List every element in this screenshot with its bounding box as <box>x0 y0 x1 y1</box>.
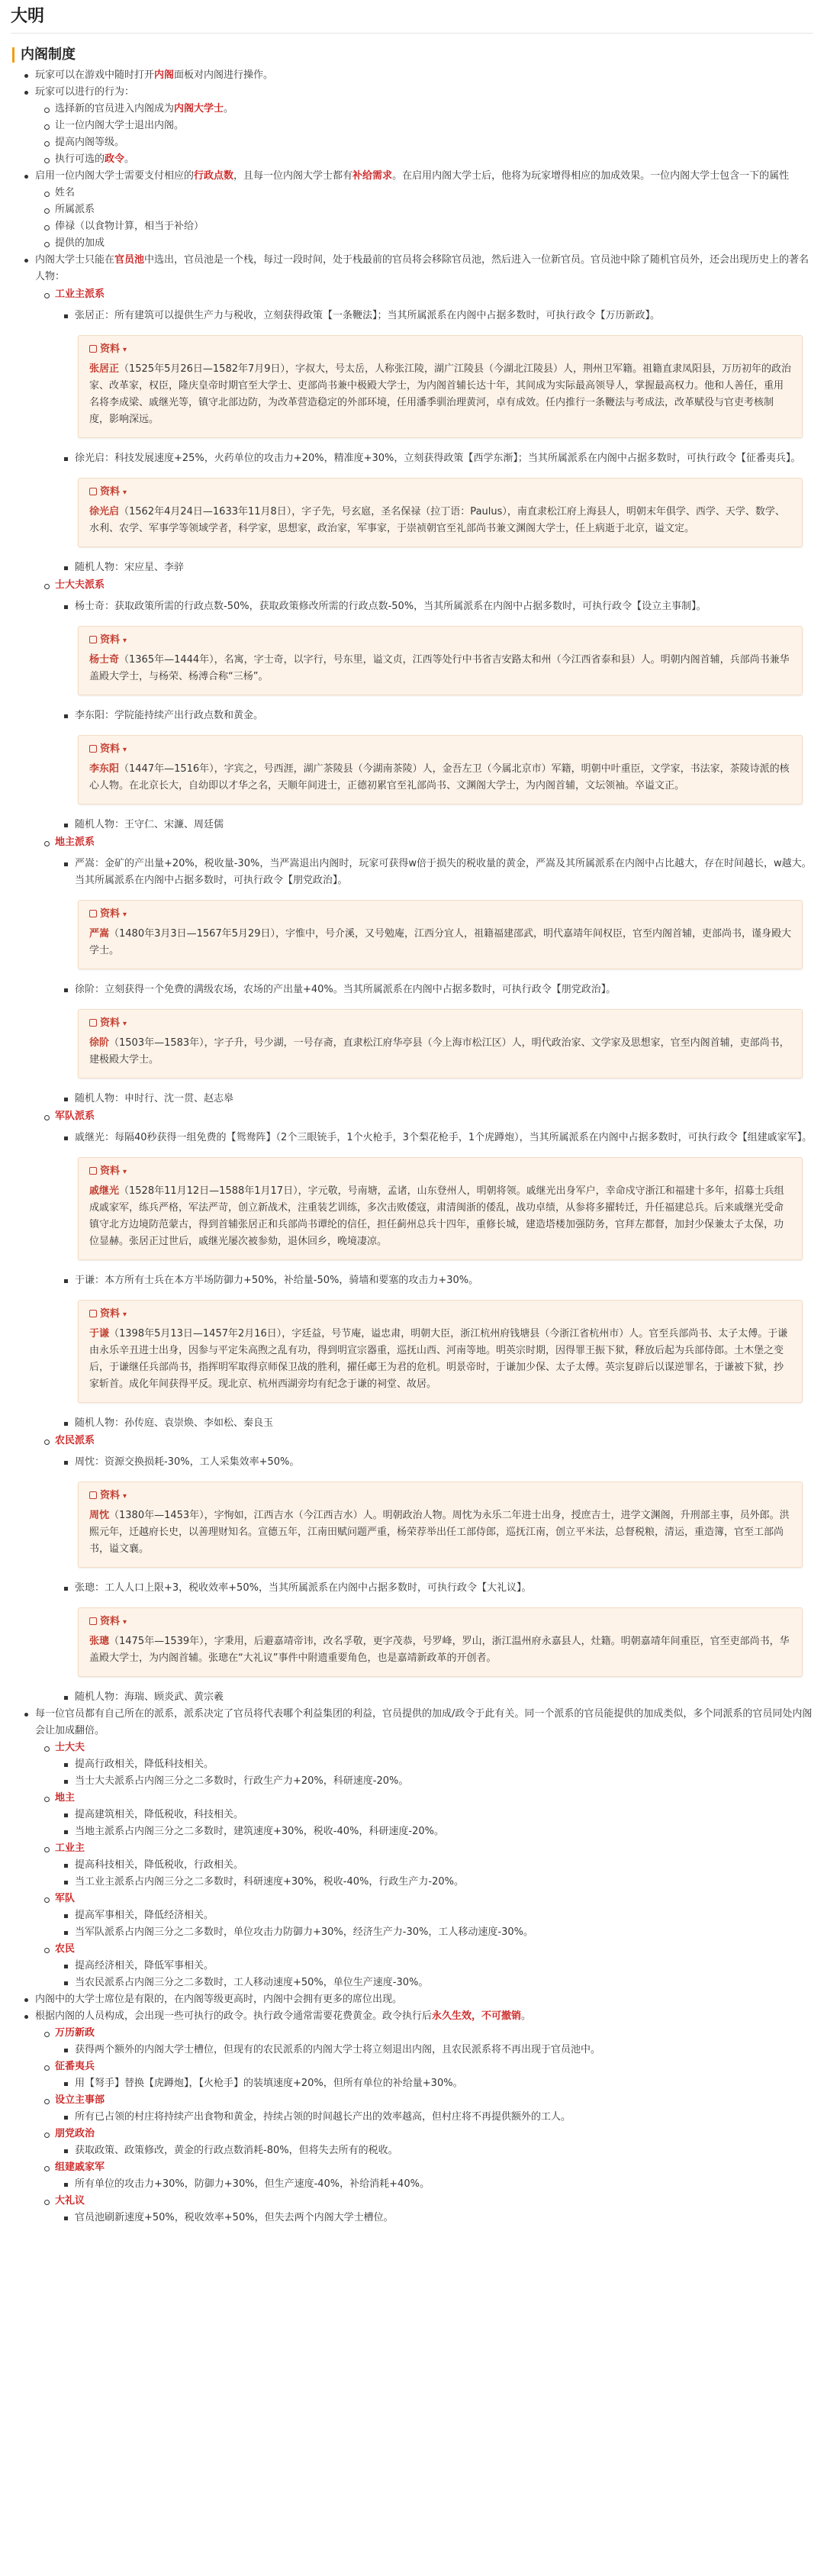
faction-item <box>35 1108 813 1432</box>
decree-name: 征番夷兵 <box>55 2061 95 2072</box>
faction-title: 地主派系 <box>55 837 95 848</box>
decree-name: 大礼议 <box>55 2195 85 2207</box>
info-box-text <box>89 926 793 959</box>
faction-effects-list <box>35 1739 813 1991</box>
person-item <box>55 708 813 804</box>
faction-effect-detail: 当农民派系占内阁三分之二多数时，工人移动速度+50%，单位生产速度-30%。 <box>55 1975 813 1991</box>
faction-effect-details <box>55 1857 813 1891</box>
faction-effect-name: 地主 <box>55 1792 76 1804</box>
person-desc: 徐阶：立刻获得一个免费的满级农场，农场的产出量+40%。当其所属派系在内阁中占据多数时，可执行政令【朋党政治】。 <box>75 984 616 995</box>
book-icon <box>89 1617 97 1625</box>
faction-item <box>35 286 813 576</box>
book-icon <box>89 1491 97 1499</box>
info-box-body: （1562年4月24日—1633年11月8日），字子先，号玄扈，圣名保禄（拉丁语：Paulus），南直隶松江府上海县人，明朝末年俱学、西学、天学、数学、水利、农学、军事学等领域学者，科学家，思想家，政治家，军事家，于崇祯朝官至礼部尚书兼文渊阁大学士，任上病逝于北京，谥文定。 <box>89 506 785 534</box>
random-persons: 随机人物：宋应星、李骍 <box>55 559 813 576</box>
info-box-title: 资料 <box>100 343 121 355</box>
person-item <box>55 856 813 969</box>
person-item <box>55 308 813 438</box>
person-desc: 李东阳：学院能持续产出行政点数和黄金。 <box>75 710 264 721</box>
list-item: 提供的加成 <box>35 235 813 252</box>
book-icon <box>89 345 97 353</box>
faction-effect-details <box>55 1907 813 1941</box>
info-box-text <box>89 1326 793 1393</box>
info-box-header[interactable] <box>89 633 793 649</box>
decree-item <box>35 2126 813 2159</box>
decree-name: 万历新政 <box>55 2027 95 2039</box>
main-list <box>11 67 813 2226</box>
info-box-text <box>89 1035 793 1069</box>
faction-effect-detail: 提高行政相关，降低科技相关。 <box>55 1756 813 1773</box>
faction-effect-detail: 当工业主派系占内阁三分之二多数时，科研速度+30%，税收-40%，行政生产力-20%。 <box>55 1874 813 1891</box>
info-box <box>78 335 803 438</box>
person-desc: 严嵩：金矿的产出量+20%，税收量-30%，当严嵩退出内阁时，玩家可获得w倍于损失的税收量的黄金，严嵩及其所属派系在内阁中占比越大，存在时间越长，w越大。当其所属派系在内阁中占据多数时，可执行政令【朋党政治】。 <box>75 858 812 886</box>
info-box <box>78 900 803 969</box>
decree-detail: 所有已占领的村庄将持续产出食物和黄金，持续占领的时间越长产出的效率越高，但村庄将不再提供额外的工人。 <box>55 2109 813 2126</box>
faction-members <box>55 1454 813 1706</box>
list-item: 俸禄（以食物计算，相当于补给） <box>35 218 813 235</box>
page-title: 大明 <box>11 0 813 34</box>
info-box-name: 张居正 <box>89 363 120 375</box>
info-box-name: 戚继光 <box>89 1185 120 1197</box>
list-item: 内阁大学士只能在官员池中选出，官员池是一个栈，每过一段时间，处于栈最前的官员将会移除官员池，然后进入一位新官员。官员池中除了随机官员外，还会出现历史上的著名人物： 工业主派系 张居正：所有建筑可以提供生产力与税收，立刻获得政策【一条鞭法】；当其所属派系在内阁中占据多数时，可执行政令【万历新政】。 资料 ▾ 张居正（1525年5月26日—1582年7月9日），字叔大，号太岳，人称张江陵，湖广江陵县（今湖北江陵县）人，荆州卫军籍。祖籍直隶凤阳县，万历初年的政治家、改革家，权臣，隆庆皇帝时期官至大学士、吏部尚书兼中极殿大学士，为内阁首辅长达十年，其间成为实际最高领导人，掌握最高权力。他和人善任，重用名将李成梁、戚继光等，镇守北部边防，为改革营造稳定的外部环境，任用潘季驯治理黄河，卓有成效。任内推行一条鞭法与考成法，改革赋役与官吏考核制度，影响深远。 徐光启：科技发展速度+25%，火药单位的攻击力+20%，精准度+30%，立刻获得政策【西学东渐】；当其所属派系在内阁中占据多数时，可执行政令【征番夷兵】。 资料 ▾ 徐光启（1562年4月24日—1633年11月8日），字子先，号玄扈，圣名保禄（拉丁语：Paulus），南直隶松江府上海县人，明朝末年俱学、西学、天学、数学、水利、农学、军事学等领域学者，科学家，思想家，政治家，军事家，于崇祯朝官至礼部尚书兼文渊阁大学士，任上病逝于北京，谥文定。 随机人物：宋应星、李骍 士大夫派系 杨士奇：获取政策所需的行政点数-50%，获取政策修改所需的行政点数-50%，当其所属派系在内阁中占据多数时，可执行政令【设立主事制】。 资料 ▾ 杨士奇（1365年—1444年），名寓，字士奇，以字行，号东里，谥文贞，江西等处行中书省吉安路太和州（今江西省泰和县）人。明朝内阁首辅，兵部尚书兼华盖殿大学士，与杨荣、杨溥合称“三杨”。 李东阳：学院能持续产出行政点数和黄金。 资料 ▾ 李东阳（1447年—1516年），字宾之，号西涯，湖广茶陵县（今湖南茶陵）人，金吾左卫（今属北京市）军籍，明朝中叶重臣，文学家，书法家，茶陵诗派的核心人物。在北京长大，自幼即以才华之名，天顺年间进士，正德初累官至礼部尚书、文渊阁大学士，为内阁首辅，文坛领袖。卒谥文正。 随机人物：王守仁、宋濂、周廷儒 地主派系 严嵩：金矿的产出量+20%，税收量-30%，当严嵩退出内阁时，玩家可获得w倍于损失的税收量的黄金，严嵩及其所属派系在内阁中占比越大，存在时间越长，w越大。当其所属派系在内阁中占据多数时，可执行政令【朋党政治】。 资料 ▾ 严嵩（1480年3月3日—1567年5月29日），字惟中，号介溪，又号勉庵，江西分宜人，祖籍福建邵武，明代嘉靖年间权臣，官至内阁首辅，吏部尚书，谨身殿大学士。 徐阶：立刻获得一个免费的满级农场，农场的产出量+40%。当其所属派系在内阁中占据多数时，可执行政令【朋党政治】。 资料 ▾ 徐阶（1503年—1583年），字子升，号少湖，一号存斋，直隶松江府华亭县（今上海市松江区）人，明代政治家、文学家及思想家，官至内阁首辅，吏部尚书，建极殿大学士。 随机人物：申时行、沈一贯、赵志皋 军队派系 戚继光：每隔40秒获得一组免费的【鸳鸯阵】（2个三眼铳手，1个火枪手，3个梨花枪手，1个虎蹲炮），当其所属派系在内阁中占据多数时，可执行政令【组建戚家军】。 资料 ▾ 戚继光（1528年11月12日—1588年1月17日），字元敬，号南塘，孟诸，山东登州人，明朝将领。戚继光出身军户，幸命戍守浙江和福建十多年，招募士兵组成戚家军，练兵严格，军法严苛，创立新战术，注重装艺训练，多次击败倭寇，肃清闽浙的倭乱，战功卓绩，从参将多擢转迁，升任福建总兵。后来戚继光受命镇守北方边境防范蒙古，得到首辅张居正和兵部尚书谭纶的信任，担任蓟州总兵十四年，重修长城，建造塔楼加强防务，官拜左都督，加封少保兼太子太保，功位显赫。张居正过世后，戚继光屡次被参劾，退休回乡，晚境凄凉。 于谦：本方所有士兵在本方半场防御力+50%，补给量-50%，骑墙和要塞的攻击力+30%。 资料 ▾ 于谦（1398年5月13日—1457年2月16日），字廷益，号节庵，谥忠肃，明朝大臣，浙江杭州府钱塘县（今浙江省杭州市）人。官至兵部尚书、太子太傅。于谦由永乐辛丑进士出身，因参与平定朱高煦之乱有功，得到明宣宗器重，巡抚山西、河南等地。明英宗时期，因得罪王振下狱，释放后起为兵部侍郎。土木堡之变后，于谦继任兵部尚书，指挥明军取得京师保卫战的胜利，擢任郕王为君的危机。明景帝时，于谦加少保、太子太傅。英宗复辟后以谋逆罪名，于谦被下狱，抄家斩首。成化年间获得平反。现北京、杭州西湖旁均有纪念于谦的祠堂、故居。 随机人物：孙传庭、袁崇焕、李如松、秦良玉 农民派系 周忱：资源交换损耗-30%，工人采集效率+50%。 资料 ▾ 周忱（1380年—1453年），字恂如，江西吉水（今江西吉水）人。明朝政治人物。周忱为永乐二年进士出身，授庶吉士，进学文渊阁，升刑部主事，员外郎。洪熙元年，迁越府长史，以善理财知名。宣德五年，江南田赋问题严重，杨荣荐举出任工部侍郎，巡抚江南，创立平米法，总督税粮，清运，重造簿，官至工部尚书，谥文襄。 张璁：工人人口上限+3，税收效率+50%，当其所属派系在内阁中占据多数时，可执行政令【大礼议】。 资料 ▾ 张璁（1475年—1539年），字秉用，后避嘉靖帝讳，改名孚敬，更字茂恭，号罗峰，罗山，浙江温州府永嘉县人，灶籍。明朝嘉靖年间重臣，官至吏部尚书，华盖殿大学士，为内阁首辅。张璁在“大礼议”事件中附遗重要角色，也是嘉靖新政革的开创者。 随机人物：海瑞、顾炎武、黄宗羲 <box>11 252 813 1706</box>
info-box-title: 资料 <box>100 1490 121 1501</box>
book-icon <box>89 488 97 495</box>
faction-effect-detail: 提高建筑相关，降低税收，科技相关。 <box>55 1807 813 1823</box>
info-box-header[interactable] <box>89 1307 793 1323</box>
list-item: 提高内阁等级。 <box>35 134 813 151</box>
info-box <box>78 626 803 695</box>
info-box <box>78 735 803 804</box>
info-box-text <box>89 652 793 685</box>
list-item: 启用一位内阁大学士需要支付相应的行政点数，且每一位内阁大学士都有补给需求。在启用内阁大学士后，他将为玩家增得相应的加成效果。一位内阁大学士包含一下的属性 姓名 所属派系 俸禄（以食物计算，相当于补给） 提供的加成 <box>11 168 813 252</box>
book-icon <box>89 910 97 917</box>
faction-effect-item <box>35 1891 813 1941</box>
list-item: 玩家可以进行的行为： 选择新的官员进入内阁成为内阁大学士。 让一位内阁大学士退出内阁。 提高内阁等级。 执行可选的政令。 <box>11 84 813 168</box>
book-icon <box>89 636 97 643</box>
faction-effect-detail: 提高科技相关，降低税收，行政相关。 <box>55 1857 813 1874</box>
info-box-body: （1380年—1453年），字恂如，江西吉水（今江西吉水）人。明朝政治人物。周忱为永乐二年进士出身，授庶吉士，进学文渊阁，升刑部主事，员外郎。洪熙元年，迁越府长史，以善理财知名。宣德五年，江南田赋问题严重，杨荣荐举出任工部侍郎，巡抚江南，创立平米法，总督税粮，清运，重造簿，官至工部尚书，谥文襄。 <box>89 1510 790 1555</box>
person-item <box>55 450 813 547</box>
decree-item <box>35 2159 813 2193</box>
info-box <box>78 1481 803 1568</box>
decree-details <box>55 2109 813 2126</box>
chevron-down-icon: ▾ <box>123 746 127 754</box>
faction-title: 士大夫派系 <box>55 579 105 591</box>
chevron-down-icon: ▾ <box>123 488 127 497</box>
info-box-title: 资料 <box>100 1017 121 1029</box>
random-persons: 随机人物：孙传庭、袁崇焕、李如松、秦良玉 <box>55 1415 813 1432</box>
faction-effect-item <box>35 1840 813 1891</box>
info-box-body: （1447年—1516年），字宾之，号西涯，湖广茶陵县（今湖南茶陵）人，金吾左卫（今属北京市）军籍，明朝中叶重臣，文学家，书法家，茶陵诗派的核心人物。在北京长大，自幼即以才华之名，天顺年间进士，正德初累官至礼部尚书、文渊阁大学士，为内阁首辅，文坛领袖。卒谥文正。 <box>89 763 790 791</box>
info-box-text <box>89 504 793 537</box>
faction-title: 工业主派系 <box>55 289 105 300</box>
info-box-text <box>89 361 793 428</box>
faction-effect-detail: 提高军事相关，降低经济相关。 <box>55 1907 813 1924</box>
decree-detail: 官员池刷新速度+50%，税收效率+50%，但失去两个内阁大学士槽位。 <box>55 2210 813 2226</box>
info-box-name: 于谦 <box>89 1328 110 1340</box>
info-box-name: 徐阶 <box>89 1037 110 1049</box>
info-box-text <box>89 761 793 795</box>
info-box-body: （1480年3月3日—1567年5月29日），字惟中，号介溪，又号勉庵，江西分宜人，祖籍福建邵武，明代嘉靖年间权臣，官至内阁首辅，吏部尚书，谨身殿大学士。 <box>89 928 792 956</box>
decree-item <box>35 2059 813 2092</box>
info-box-name: 周忱 <box>89 1510 110 1521</box>
faction-members <box>55 308 813 576</box>
info-box-text <box>89 1633 793 1667</box>
chevron-down-icon: ▾ <box>123 1020 127 1028</box>
person-item <box>55 1454 813 1568</box>
chevron-down-icon: ▾ <box>123 911 127 919</box>
decrees-list <box>35 2025 813 2226</box>
faction-item <box>35 834 813 1107</box>
factions-list <box>35 286 813 1706</box>
info-box-title: 资料 <box>100 486 121 498</box>
decree-name: 组建戚家军 <box>55 2162 105 2173</box>
list-item: 姓名 <box>35 185 813 202</box>
info-box-body: （1503年—1583年），字子升，号少湖，一号存斋，直隶松江府华亭县（今上海市松江区）人，明代政治家、文学家及思想家，官至内阁首辅，吏部尚书，建极殿大学士。 <box>89 1037 790 1066</box>
info-box-name: 杨士奇 <box>89 654 120 666</box>
decree-item <box>35 2193 813 2226</box>
person-item <box>55 1272 813 1403</box>
faction-item <box>35 1433 813 1706</box>
person-item <box>55 598 813 695</box>
info-box-body: （1528年11月12日—1588年1月17日），字元敬，号南塘，孟诸，山东登州人，明朝将领。戚继光出身军户，幸命戍守浙江和福建十多年，招募士兵组成戚家军，练兵严格，军法严苛，创立新战术，注重装艺训练，多次击败倭寇，肃清闽浙的倭乱，战功卓绩，从参将多擢转迁，升任福建总兵。后来戚继光受命镇守北方边境防范蒙古，得到首辅张居正和兵部尚书谭纶的信任，担任蓟州总兵十四年，重修长城，建造塔楼加强防务，官拜左都督，加封少保兼太子太保，功位显赫。张居正过世后，戚继光屡次被参劾，退休回乡，晚境凄凉。 <box>89 1185 784 1247</box>
faction-effect-item <box>35 1739 813 1790</box>
chevron-down-icon: ▾ <box>123 1618 127 1627</box>
list-item: 选择新的官员进入内阁成为内阁大学士。 <box>35 101 813 118</box>
decree-item <box>35 2092 813 2126</box>
random-persons: 随机人物：申时行、沈一贯、赵志皋 <box>55 1091 813 1107</box>
decree-detail: 用【弩手】替换【虎蹲炮】，【火枪手】的装填速度+20%，但所有单位的补给量+30%。 <box>55 2075 813 2092</box>
list-item: 每一位官员都有自己所在的派系，派系决定了官员将代表哪个利益集团的利益，官员提供的加成/政令于此有关。同一个派系的官员能提供的加成类似，多个同派系的官员同处内阁会让加成翻倍。 士大夫 提高行政相关，降低科技相关。 当士大夫派系占内阁三分之二多数时，行政生产力+20%，科研速度-20%。 地主 提高建筑相关，降低税收，科技相关。 当地主派系占内阁三分之二多数时，建筑速度+30%，税收-40%，科研速度-20%。 工业主 提高科技相关，降低税收，行政相关。 当工业主派系占内阁三分之二多数时，科研速度+30%，税收-40%，行政生产力-20%。 军队 提高军事相关，降低经济相关。 当军队派系占内阁三分之二多数时，单位攻击力防御力+30%，经济生产力-30%，工人移动速度-30%。 农民 提高经济相关，降低军事相关。 当农民派系占内阁三分之二多数时，工人移动速度+50%，单位生产速度-30%。 <box>11 1706 813 1991</box>
decree-details <box>55 2075 813 2092</box>
faction-members <box>55 1130 813 1432</box>
faction-effect-details <box>55 1756 813 1790</box>
info-box-header[interactable] <box>89 742 793 758</box>
decree-name: 朋党政治 <box>55 2128 95 2139</box>
info-box <box>78 1300 803 1403</box>
list-item: 执行可选的政令。 <box>35 151 813 168</box>
book-icon <box>89 745 97 753</box>
info-box-header[interactable] <box>89 1164 793 1180</box>
info-box-text <box>89 1183 793 1250</box>
faction-effect-details <box>55 1807 813 1840</box>
faction-effect-name: 工业主 <box>55 1843 85 1854</box>
faction-effect-detail: 当军队派系占内阁三分之二多数时，单位攻击力防御力+30%，经济生产力-30%，工人移动速度-30%。 <box>55 1924 813 1941</box>
faction-effect-detail: 当地主派系占内阁三分之二多数时，建筑速度+30%，税收-40%，科研速度-20%。 <box>55 1823 813 1840</box>
book-icon <box>89 1310 97 1317</box>
decree-item <box>35 2025 813 2059</box>
decree-details <box>55 2176 813 2193</box>
faction-title: 军队派系 <box>55 1111 95 1122</box>
info-box-name: 张璁 <box>89 1636 110 1647</box>
faction-effect-details <box>55 1958 813 1991</box>
faction-members <box>55 598 813 833</box>
book-icon <box>89 1167 97 1175</box>
info-box-title: 资料 <box>100 1616 121 1627</box>
decree-details <box>55 2210 813 2226</box>
person-desc: 杨士奇：获取政策所需的行政点数-50%，获取政策修改所需的行政点数-50%，当其所属派系在内阁中占据多数时，可执行政令【设立主事制】。 <box>75 601 707 612</box>
faction-title: 农民派系 <box>55 1435 95 1446</box>
faction-effect-detail: 提高经济相关，降低军事相关。 <box>55 1958 813 1975</box>
info-box-header[interactable] <box>89 1488 793 1504</box>
person-desc: 徐光启：科技发展速度+25%，火药单位的攻击力+20%，精准度+30%，立刻获得政策【西学东渐】；当其所属派系在内阁中占据多数时，可执行政令【征番夷兵】。 <box>75 453 801 464</box>
faction-effect-name: 士大夫 <box>55 1742 85 1753</box>
info-box-body: （1365年—1444年），名寓，字士奇，以字行，号东里，谥文贞，江西等处行中书省吉安路太和州（今江西省泰和县）人。明朝内阁首辅，兵部尚书兼华盖殿大学士，与杨荣、杨溥合称“三杨”。 <box>89 654 790 682</box>
info-box-title: 资料 <box>100 743 121 755</box>
faction-effect-name: 军队 <box>55 1893 76 1904</box>
info-box-header[interactable] <box>89 485 793 501</box>
person-item <box>55 1580 813 1677</box>
info-box <box>78 1009 803 1078</box>
decree-detail: 获取政策、政策修改，黄金的行政点数消耗-80%，但将失去所有的税收。 <box>55 2142 813 2159</box>
person-desc: 于谦：本方所有士兵在本方半场防御力+50%，补给量-50%，骑墙和要塞的攻击力+30%。 <box>75 1275 479 1286</box>
chevron-down-icon: ▾ <box>123 346 127 354</box>
chevron-down-icon: ▾ <box>123 637 127 645</box>
decree-details <box>55 2042 813 2059</box>
person-desc: 周忱：资源交换损耗-30%，工人采集效率+50%。 <box>75 1456 300 1468</box>
decree-name: 设立主事部 <box>55 2094 105 2106</box>
info-box-header[interactable] <box>89 1016 793 1032</box>
person-desc: 张璁：工人人口上限+3，税收效率+50%，当其所属派系在内阁中占据多数时，可执行政令【大礼议】。 <box>75 1582 532 1594</box>
decree-detail: 所有单位的攻击力+30%，防御力+30%，但生产速度-40%，补给消耗+40%。 <box>55 2176 813 2193</box>
faction-effect-detail: 当士大夫派系占内阁三分之二多数时，行政生产力+20%，科研速度-20%。 <box>55 1773 813 1790</box>
list-item: 内阁中的大学士席位是有限的，在内阁等级更高时，内阁中会拥有更多的席位出现。 <box>11 1991 813 2008</box>
info-box <box>78 478 803 547</box>
chevron-down-icon: ▾ <box>123 1492 127 1501</box>
info-box-title: 资料 <box>100 634 121 646</box>
info-box-header[interactable] <box>89 342 793 358</box>
info-box-title: 资料 <box>100 908 121 920</box>
info-box-title: 资料 <box>100 1308 121 1320</box>
info-box-name: 李东阳 <box>89 763 120 775</box>
person-item <box>55 1130 813 1260</box>
faction-effect-name: 农民 <box>55 1943 76 1955</box>
faction-item <box>35 577 813 833</box>
info-box <box>78 1607 803 1677</box>
chevron-down-icon: ▾ <box>123 1311 127 1319</box>
list-item: 让一位内阁大学士退出内阁。 <box>35 118 813 134</box>
info-box-title: 资料 <box>100 1165 121 1177</box>
info-box-name: 徐光启 <box>89 506 120 517</box>
section-title: 内阁制度 <box>12 47 813 63</box>
person-item <box>55 982 813 1078</box>
info-box-text <box>89 1507 793 1558</box>
info-box-body: （1525年5月26日—1582年7月9日），字叔大，号太岳，人称张江陵，湖广江陵县（今湖北江陵县）人，荆州卫军籍。祖籍直隶凤阳县，万历初年的政治家、改革家，权臣，隆庆皇帝时期官至大学士、吏部尚书兼中极殿大学士，为内阁首辅长达十年，其间成为实际最高领导人，掌握最高权力。他和人善任，重用名将李成梁、戚继光等，镇守北部边防，为改革营造稳定的外部环境，任用潘季驯治理黄河，卓有成效。任内推行一条鞭法与考成法，改革赋役与官吏考核制度，影响深远。 <box>89 363 792 425</box>
info-box-header[interactable] <box>89 907 793 923</box>
list-item: 所属派系 <box>35 202 813 218</box>
info-box-name: 严嵩 <box>89 928 110 940</box>
info-box-body: （1475年—1539年），字秉用，后避嘉靖帝讳，改名孚敬，更字茂恭，号罗峰，罗山，浙江温州府永嘉县人，灶籍。明朝嘉靖年间重臣，官至吏部尚书，华盖殿大学士，为内阁首辅。张璁在“大礼议”事件中附遗重要角色，也是嘉靖新政革的开创者。 <box>89 1636 790 1664</box>
person-desc: 张居正：所有建筑可以提供生产力与税收，立刻获得政策【一条鞭法】；当其所属派系在内阁中占据多数时，可执行政令【万历新政】。 <box>75 310 661 321</box>
decree-details <box>55 2142 813 2159</box>
faction-effect-item <box>35 1790 813 1840</box>
person-desc: 戚继光：每隔40秒获得一组免费的【鸳鸯阵】（2个三眼铳手，1个火枪手，3个梨花枪手，1个虎蹲炮），当其所属派系在内阁中占据多数时，可执行政令【组建戚家军】。 <box>75 1132 813 1143</box>
list-item: 根据内阁的人员构成，会出现一些可执行的政令。执行政令通常需要花费黄金。政令执行后永久生效，不可撤销。 万历新政 获得两个额外的内阁大学士槽位，但现有的农民派系的内阁大学士将立刻退出内阁，且农民派系将不再出现于官员池中。 征番夷兵 用【弩手】替换【虎蹲炮】，【火枪手】的装填速度+20%，但所有单位的补给量+30%。 设立主事部 所有已占领的村庄将持续产出食物和黄金，持续占领的时间越长产出的效率越高，但村庄将不再提供额外的工人。 朋党政治 获取政策、政策修改，黄金的行政点数消耗-80%，但将失去所有的税收。 组建戚家军 所有单位的攻击力+30%，防御力+30%，但生产速度-40%，补给消耗+40%。 大礼议 官员池刷新速度+50%，税收效率+50%，但失去两个内阁大学士槽位。 <box>11 2008 813 2226</box>
faction-effect-item <box>35 1941 813 1991</box>
random-persons: 随机人物：海瑞、顾炎武、黄宗羲 <box>55 1689 813 1706</box>
faction-members <box>55 856 813 1107</box>
info-box <box>78 1157 803 1260</box>
list-item: 玩家可以在游戏中随时打开内阁面板对内阁进行操作。 <box>11 67 813 84</box>
info-box-header[interactable] <box>89 1614 793 1630</box>
random-persons: 随机人物：王守仁、宋濂、周廷儒 <box>55 817 813 833</box>
decree-detail: 获得两个额外的内阁大学士槽位，但现有的农民派系的内阁大学士将立刻退出内阁，且农民派系将不再出现于官员池中。 <box>55 2042 813 2059</box>
book-icon <box>89 1019 97 1027</box>
chevron-down-icon: ▾ <box>123 1168 127 1176</box>
info-box-body: （1398年5月13日—1457年2月16日），字廷益，号节庵，谥忠肃，明朝大臣，浙江杭州府钱塘县（今浙江省杭州市）人。官至兵部尚书、太子太傅。于谦由永乐辛丑进士出身，因参与平定朱高煦之乱有功，得到明宣宗器重，巡抚山西、河南等地。明英宗时期，因得罪王振下狱，释放后起为兵部侍郎。土木堡之变后，于谦继任兵部尚书，指挥明军取得京师保卫战的胜利，擢任郕王为君的危机。明景帝时，于谦加少保、太子太傅。英宗复辟后以谋逆罪名，于谦被下狱，抄家斩首。成化年间获得平反。现北京、杭州西湖旁均有纪念于谦的祠堂、故居。 <box>89 1328 788 1390</box>
